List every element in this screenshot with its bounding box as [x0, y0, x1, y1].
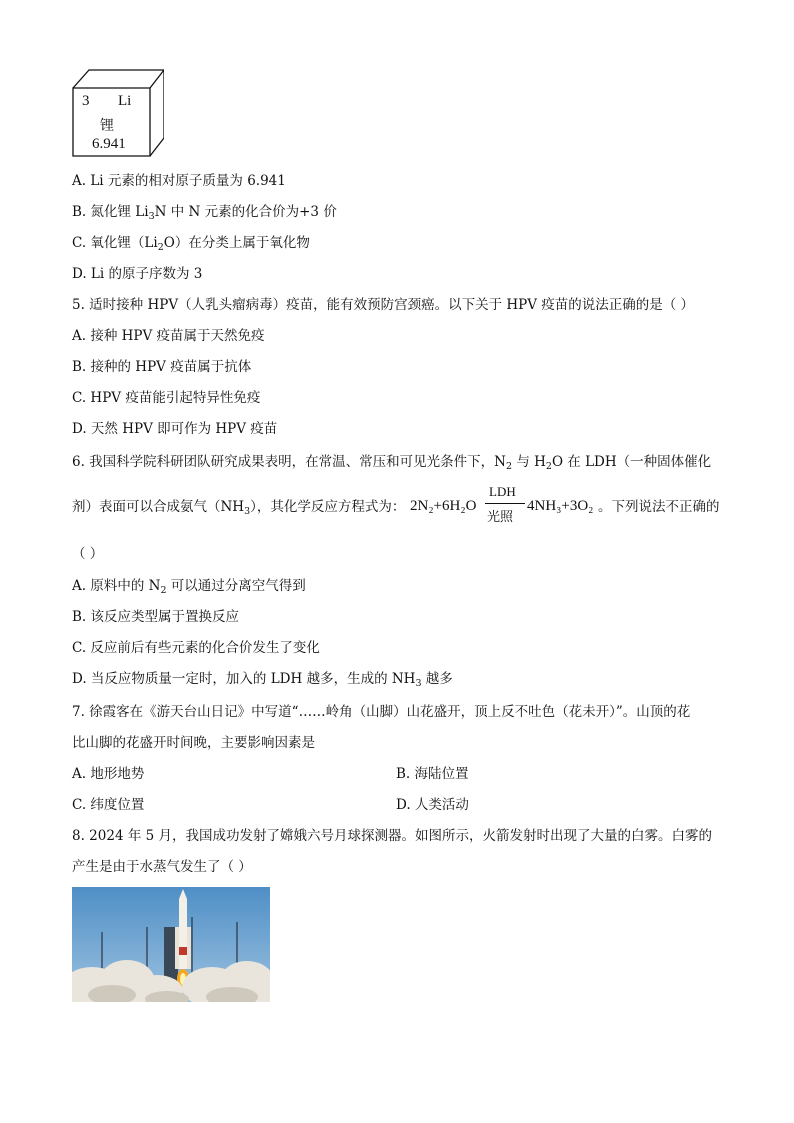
q6-option-b: B. 该反应类型属于置换反应 [72, 609, 240, 625]
q6-l1-prefix: 6. 我国科学院科研团队研究成果表明，在常温、常压和可见光条件下，N [72, 454, 506, 470]
q6-a-sub: 2 [160, 585, 167, 596]
q6-nh3-sub: 3 [244, 506, 251, 517]
rocket-launch-photo [72, 887, 270, 1002]
q6-l2-prefix: 剂）表面可以合成氨气（NH [72, 499, 245, 515]
q7-stem-line1: 7. 徐霞客在《游天台山日记》中写道“……岭角（山脚）山花盛开，顶上反不吐色（花未开）”。山顶的花 [72, 704, 691, 720]
q5-option-b: B. 接种的 HPV 疫苗属于抗体 [72, 359, 252, 375]
q4-c-prefix: C. 氧化锂（Li [72, 235, 158, 251]
q8-stem-line2: 产生是由于水蒸气发生了（ ） [72, 859, 252, 875]
equation-arrow-bar [485, 503, 525, 504]
q6-stem-line2-right: 。下列说法不正确的 [598, 499, 720, 515]
q4-option-b [72, 203, 337, 221]
rocket-launch-illustration [72, 887, 270, 1002]
q7-option-a: A. 地形地势 [72, 766, 145, 782]
q4-b-prefix: B. 氮化锂 Li [72, 204, 149, 220]
equation-reactants: 2N₂+6H₂O [410, 498, 477, 514]
q5-option-a: A. 接种 HPV 疫苗属于天然免疫 [72, 328, 265, 344]
q6-stem-line3: （ ） [72, 546, 104, 562]
q6-option-c: C. 反应前后有些元素的化合价发生了变化 [72, 640, 320, 656]
q7-stem-line2: 比山脚的花盛开时间晚，主要影响因素是 [72, 735, 315, 751]
equation-condition: 光照 [487, 510, 514, 525]
q4-c-sub: 2 [157, 242, 164, 253]
q6-option-a [72, 577, 306, 595]
q5-stem: 5. 适时接种 HPV（人乳头瘤病毒）疫苗，能有效预防宫颈癌。以下关于 HPV 疫苗的说法正确的是（ ） [72, 297, 695, 313]
q6-option-d [72, 670, 453, 688]
q7-option-d: D. 人类活动 [396, 797, 469, 813]
equation-products: 4NH₃+3O₂ [527, 498, 594, 514]
q5-option-c: C. HPV 疫苗能引起特异性免疫 [72, 390, 261, 406]
element-name: 锂 [100, 118, 114, 134]
q6-stem-line2-left [72, 498, 405, 516]
q4-c-suffix: O）在分类上属于氧化物 [163, 235, 310, 251]
atomic-number: 3 [82, 93, 90, 109]
q6-n2-sub: 2 [505, 461, 513, 472]
q7-option-c: C. 纬度位置 [72, 797, 145, 813]
element-cell-lithium [72, 68, 164, 160]
q6-l1-suffix: O 在 LDH（一种固体催化 [551, 454, 712, 470]
q4-option-a: A. Li 元素的相对原子质量为 6.941 [72, 173, 286, 189]
q4-b-sub: 3 [148, 211, 155, 222]
q4-option-c [72, 234, 310, 252]
q6-a-prefix: A. 原料中的 N [72, 578, 161, 594]
q6-stem-line1 [72, 453, 711, 471]
equation-catalyst: LDH [489, 484, 516, 499]
q4-option-d: D. Li 的原子序数为 3 [72, 266, 203, 282]
element-symbol: Li [118, 93, 132, 109]
q6-h2o-sub: 2 [545, 461, 552, 472]
q6-d-sub: 3 [415, 678, 422, 689]
q6-l1-mid: 与 H [512, 454, 546, 470]
q6-d-prefix: D. 当反应物质量一定时，加入的 LDH 越多，生成的 NH [72, 671, 416, 687]
q6-a-suffix: 可以通过分离空气得到 [166, 578, 306, 594]
q6-d-suffix: 越多 [421, 671, 453, 687]
q8-stem-line1: 8. 2024 年 5 月，我国成功发射了嫦娥六号月球探测器。如图所示，火箭发射时出现了大量的白雾。白雾的 [72, 828, 712, 844]
atomic-mass: 6.941 [92, 136, 126, 152]
q7-option-b: B. 海陆位置 [396, 766, 469, 782]
q6-l2-mid: ），其化学反应方程式为： [250, 499, 406, 515]
q4-b-suffix: N 中 N 元素的化合价为+3 价 [154, 204, 337, 220]
q5-option-d: D. 天然 HPV 即可作为 HPV 疫苗 [72, 421, 278, 437]
